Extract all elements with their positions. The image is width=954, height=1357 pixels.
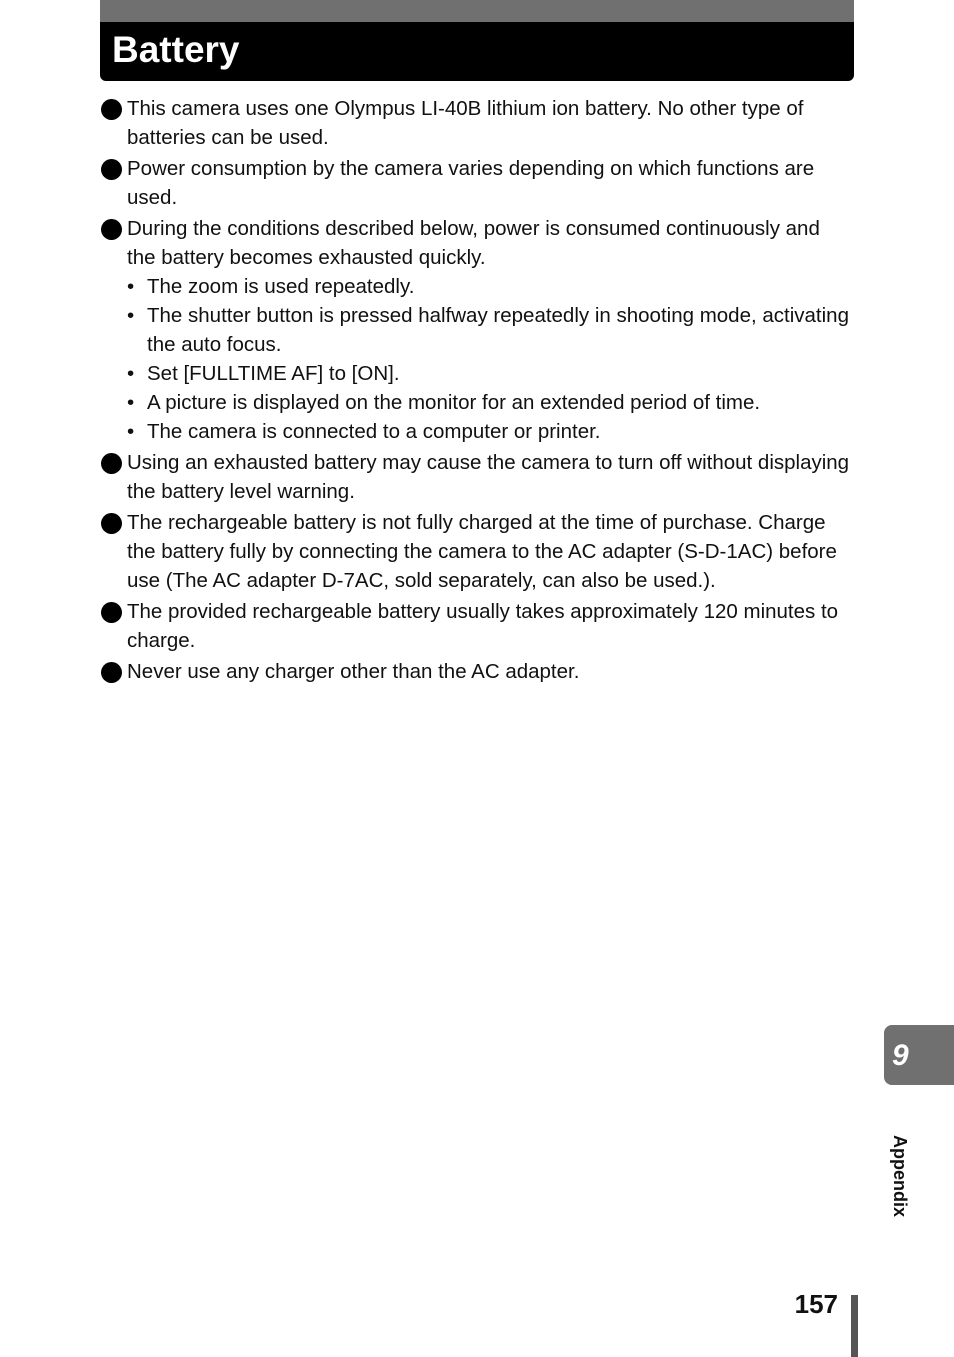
list-item <box>100 597 854 655</box>
list-item <box>100 214 854 446</box>
list-item <box>100 94 854 152</box>
dot-icon: • <box>127 304 135 327</box>
list-item <box>100 508 854 595</box>
dot-icon: • <box>127 420 135 443</box>
bullet-icon <box>101 159 122 180</box>
bullet-icon <box>101 513 122 534</box>
sub-list-item <box>127 417 854 446</box>
sub-list-item-text: A picture is displayed on the monitor for an extended period of time. <box>147 391 761 414</box>
sub-list <box>127 272 854 446</box>
sub-list-item <box>127 359 854 388</box>
bullet-icon <box>101 453 122 474</box>
content-body <box>100 94 854 688</box>
sub-list-item-text: The camera is connected to a computer or printer. <box>147 420 601 443</box>
list-item-text: Never use any charger other than the AC adapter. <box>127 660 580 683</box>
sub-list-item <box>127 272 854 301</box>
dot-icon: • <box>127 391 135 414</box>
header-top-band <box>100 0 854 24</box>
chapter-number: 9 <box>892 1039 909 1072</box>
bullet-icon <box>101 602 122 623</box>
list-item <box>100 448 854 506</box>
title-bar <box>100 22 854 81</box>
list-item <box>100 154 854 212</box>
list-item <box>100 657 854 686</box>
dot-icon: • <box>127 362 135 385</box>
list-item-text: During the conditions described below, power is consumed continuously and the battery becomes exhausted quickly. <box>127 217 820 269</box>
list-item-text: The provided rechargeable battery usually takes approximately 120 minutes to charge. <box>127 600 839 652</box>
page-number: 157 <box>794 1289 838 1319</box>
sub-list-item-text: Set [FULLTIME AF] to [ON]. <box>147 362 400 385</box>
page-number-rule <box>851 1295 858 1357</box>
dot-icon: • <box>127 275 135 298</box>
bullet-icon <box>101 99 122 120</box>
bullet-icon <box>101 219 122 240</box>
list-item-text: Using an exhausted battery may cause the camera to turn off without displaying the battery level warning. <box>127 451 850 503</box>
page-title: Battery <box>112 29 240 70</box>
chapter-label: Appendix <box>890 1135 910 1218</box>
sub-list-item-text: The zoom is used repeatedly. <box>147 275 415 298</box>
bullet-icon <box>101 662 122 683</box>
list-item-text: This camera uses one Olympus LI-40B lithium ion battery. No other type of batteries can be used. <box>127 97 804 149</box>
sub-list-item <box>127 388 854 417</box>
list-item-text: The rechargeable battery is not fully charged at the time of purchase. Charge the battery fully by connecting the camera to the AC adapter (S-D-1AC) before use (The AC adapter D-7AC, sold separately, can also be used.). <box>127 511 837 592</box>
sub-list-item <box>127 301 854 359</box>
chapter-tab <box>884 1025 954 1085</box>
sub-list-item-text: The shutter button is pressed halfway repeatedly in shooting mode, activating the auto focus. <box>147 304 849 356</box>
list-item-text: Power consumption by the camera varies depending on which functions are used. <box>127 157 815 209</box>
